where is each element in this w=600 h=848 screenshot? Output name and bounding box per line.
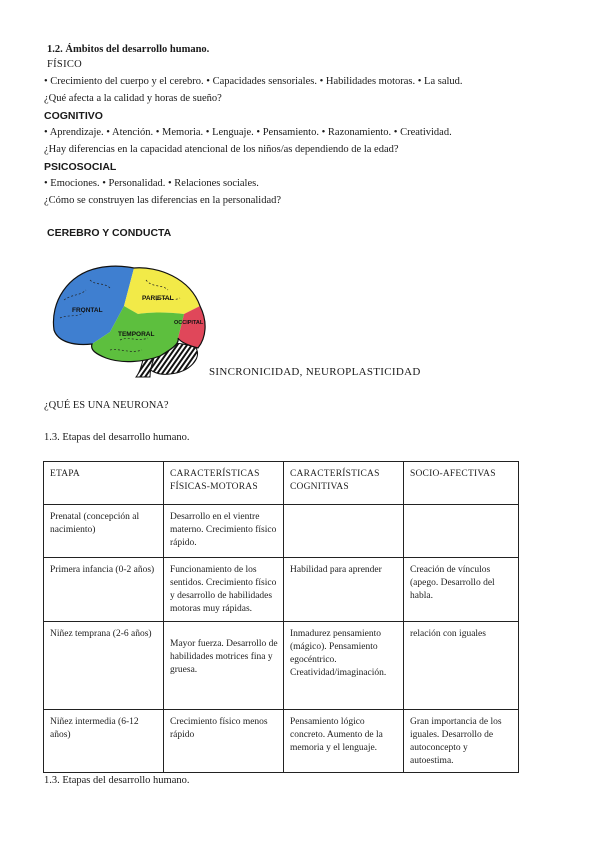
cognitivo-question: ¿Hay diferencias en la capacidad atencional de los niños/as dependiendo de la edad? bbox=[44, 144, 399, 155]
parietal-lobe bbox=[124, 268, 200, 314]
frontal-label: FRONTAL bbox=[72, 307, 103, 314]
table-header-row bbox=[44, 462, 519, 505]
psicosocial-title: PSICOSOCIAL bbox=[44, 161, 117, 173]
occipital-label: OCCIPITAL bbox=[174, 320, 204, 326]
psicosocial-question: ¿Cómo se construyen las diferencias en la personalidad? bbox=[44, 195, 282, 206]
header-fisicas: CARACTERÍSTICAS FÍSICAS-MOTORAS bbox=[164, 462, 284, 505]
table-cell: Crecimiento físico menos rápido bbox=[164, 710, 284, 773]
table-cell: Creación de vínculos (apego. Desarrollo del habla. bbox=[404, 558, 519, 622]
brain-caption: SINCRONICIDAD, NEUROPLASTICIDAD bbox=[209, 366, 421, 378]
table-cell: Funcionamiento de los sentidos. Crecimiento físico y desarrollo de habilidades motoras muy rápidas. bbox=[164, 558, 284, 622]
table-cell: Inmadurez pensamiento (mágico). Pensamiento egocéntrico. Creatividad/imaginación. bbox=[284, 622, 404, 710]
fisico-title: FÍSICO bbox=[47, 59, 83, 70]
table-row bbox=[44, 558, 519, 622]
table-cell: Mayor fuerza. Desarrollo de habilidades motrices fina y gruesa. bbox=[164, 622, 284, 710]
psicosocial-items: • Emociones. • Personalidad. • Relaciones sociales. bbox=[44, 178, 259, 189]
fisico-items: • Crecimiento del cuerpo y el cerebro. • Capacidades sensoriales. • Habilidades motoras. • La salud. bbox=[44, 76, 463, 87]
header-etapa: ETAPA bbox=[44, 462, 164, 505]
section-heading: 1.2. Ámbitos del desarrollo humano. bbox=[47, 44, 210, 55]
table-cell: Niñez temprana (2-6 años) bbox=[44, 622, 164, 710]
table-cell bbox=[404, 505, 519, 558]
header-cognitivas: CARACTERÍSTICAS COGNITIVAS bbox=[284, 462, 404, 505]
parietal-label: PARIETAL bbox=[142, 295, 174, 302]
table-cell: Niñez intermedia (6-12 años) bbox=[44, 710, 164, 773]
temporal-label: TEMPORAL bbox=[118, 331, 155, 338]
table-cell: Habilidad para aprender bbox=[284, 558, 404, 622]
table-cell: Gran importancia de los iguales. Desarrollo de autoconcepto y autoestima. bbox=[404, 710, 519, 773]
cognitivo-items: • Aprendizaje. • Atención. • Memoria. • Lenguaje. • Pensamiento. • Razonamiento. • Creatividad. bbox=[44, 127, 452, 138]
table-row bbox=[44, 622, 519, 710]
etapas-heading: 1.3. Etapas del desarrollo humano. bbox=[44, 432, 190, 443]
table-cell bbox=[284, 505, 404, 558]
table-row bbox=[44, 710, 519, 773]
table-row bbox=[44, 505, 519, 558]
stages-table bbox=[43, 461, 519, 773]
table-cell: relación con iguales bbox=[404, 622, 519, 710]
table-cell: Primera infancia (0-2 años) bbox=[44, 558, 164, 622]
header-socioafectivas: SOCIO-AFECTIVAS bbox=[404, 462, 519, 505]
brain-diagram bbox=[50, 260, 210, 378]
table-cell: Pensamiento lógico concreto. Aumento de la memoria y el lenguaje. bbox=[284, 710, 404, 773]
etapas-heading-repeat: 1.3. Etapas del desarrollo humano. bbox=[44, 775, 190, 786]
table-cell: Prenatal (concepción al nacimiento) bbox=[44, 505, 164, 558]
neurona-question: ¿QUÉ ES UNA NEURONA? bbox=[44, 400, 169, 411]
fisico-question: ¿Qué afecta a la calidad y horas de sueño? bbox=[44, 93, 222, 104]
table-cell: Desarrollo en el vientre materno. Crecimiento físico rápido. bbox=[164, 505, 284, 558]
cognitivo-title: COGNITIVO bbox=[44, 110, 103, 122]
cerebro-heading: CEREBRO Y CONDUCTA bbox=[47, 227, 172, 239]
